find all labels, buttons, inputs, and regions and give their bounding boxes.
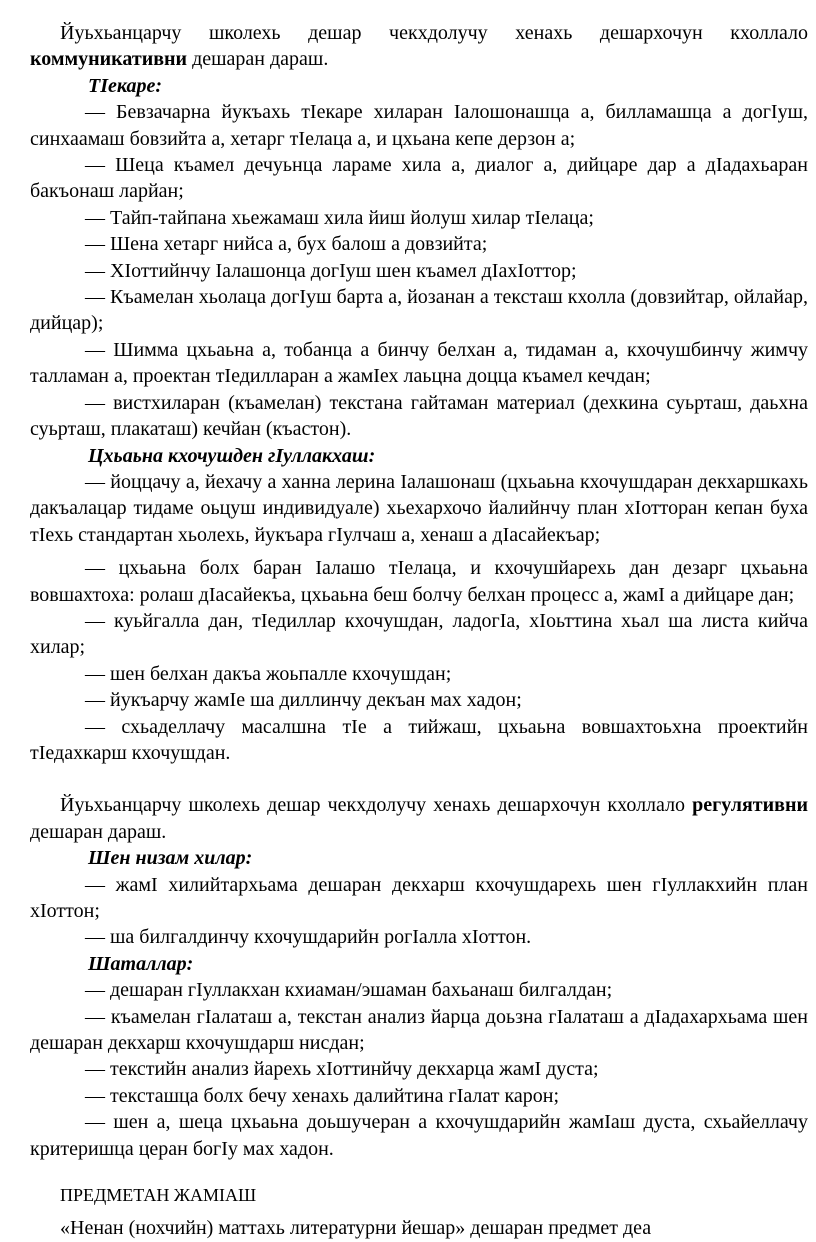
reg-intro-paragraph [30,792,808,845]
list-item: — Шена хетарг нийса а, бух балош а довзийта; [85,233,488,256]
spacer [30,548,808,555]
list-item: — Къамелан хьолаца догIуш барта а, йозанан а тексташ кхолла (довзийтар, ойлайар, дийцар); [30,286,808,335]
reg-intro-bold-term: регулятивни [692,794,808,817]
joint-list [30,555,808,766]
list-item: — ХIоттийнчу Iалашонца догIуш шен къамел дIахIоттор; [85,259,577,282]
list-item: — схьаделлачу масалшна тIе а тийжаш, цхьаьна вовшахтоьхна проектийн тIедахкарш кхочушдан. [30,715,808,764]
list-item: — Шеца къамел дечуьнца лараме хила а, диалог а, дийцаре дар а дIадахьаран бакъонаш ларйан; [30,154,808,203]
list-item: — йукъарчу жамIе ша диллинчу декъан мах хадон; [85,689,522,712]
reg-intro-end: дешаран дараш. [30,820,167,843]
comm-intro-text: Йуьхьанцарчу школехь дешар чекхдолучу хенахь дешархочун кхоллало [60,22,808,44]
list-item: — текстийн анализ йарехь хIоттинйчу декхарца жамI дуста; [85,1058,599,1081]
teacher-heading: ТIекаре: [88,74,163,97]
list-item: — Шимма цхьаьна а, тобанца а бинчу белхан а, тидаман а, кхочушбинчу жимчу талламан а, проектан тIедилларан а жамIех лаьцна доцца къамел кечдан; [30,338,808,388]
list-item: — Тайп-тайпана хьежамаш хила йиш йолуш хилар тIелаца; [85,206,594,229]
spacer [30,1208,808,1215]
comm-intro-bold-term: коммуникативни [30,48,188,71]
subject-results-heading: ПРЕДМЕТАН ЖАМIАШ [60,1185,257,1206]
list-item: — цхьаьна болх баран Iалашо тIелаца, и кхочушйарехь дан дезарг цхьаьна вовшахтоха: ролаш дIасайекъа, цхьаьна беш болчу белхан процесс а, жамI а дийцаре дан; [30,557,808,606]
spacer [30,1162,808,1182]
list-item: — къамелан гIалаташ а, текстан анализ йарца доьзна гIалаташ а дIадахархьама шен дешаран декхарш кхочушдарш нисдан; [30,1005,808,1055]
teacher-list [30,99,808,442]
list-item: — йоццачу а, йехачу а ханна лерина Iалашонаш (цхьаьна кхочушдаран декхаршкахь дакъалацар тидаме оьцуш индивидуале) хьехархочо йалийнчу план хIотторан кепан буха тIехь стандартан хьолехь, йукъара гIулчаш а, хенаш а дIасайекъар; [30,470,808,546]
org-list [30,872,808,951]
list-item: — шен белхан дакъа жоьпалле кхочушдан; [85,662,452,685]
list-item: — тексташца болх бечу хенахь далийтина гIалат карон; [85,1084,560,1107]
org-heading: Шен низам хилар: [88,847,253,870]
list-item: — вистхиларан (къамелан) текстана гайтаман материал (дехкина суьрташ, даьхна суьрташ, плакаташ) кечйан (къастон). [30,391,808,441]
comm-intro-paragraph [30,20,808,73]
list-item: — дешаран гIуллакхан кхиаман/эшаман бахьанаш билгалдан; [85,979,613,1002]
control-list [30,977,808,1162]
comm-intro-end: дешаран дараш. [187,48,329,71]
document-page [30,20,808,1242]
subject-results-paragraph: «Ненан (нохчийн) маттахь литературни йешар» дешаран предмет деа [60,1217,652,1240]
list-item: — шен а, шеца цхьаьна доьшучеран а кхочушдарийн жамIаш дуста, схьайеллачу критеришца церан богIу мах хадон. [30,1111,808,1160]
control-heading: Шаталлар: [88,952,194,975]
list-item: — жамI хилийтархьама дешаран декхарш кхочушдарехь шен гIуллакхийн план хIоттон; [30,873,808,922]
list-item: — ша билгалдинчу кхочушдарийн рогIалла хIоттон. [85,926,532,949]
list-item: — Бевзачарна йукъахь тIекаре хиларан Iалошонашца а, билламашца а догIуш, синхаамаш бовзийта а, хетарг тIелаца а, и цхьана кепе дерзон а; [30,101,808,150]
list-item: — куьйгалла дан, тIедиллар кхочушдан, ладогIа, хIоьттина хьал ша листа кийча хилар; [30,609,808,659]
spacer [30,766,808,792]
reg-intro-text: Йуьхьанцарчу школехь дешар чекхдолучу хенахь дешархочун кхоллало [60,794,693,817]
joint-heading: Цхьаьна кхочушден гIуллакхаш: [88,444,376,467]
